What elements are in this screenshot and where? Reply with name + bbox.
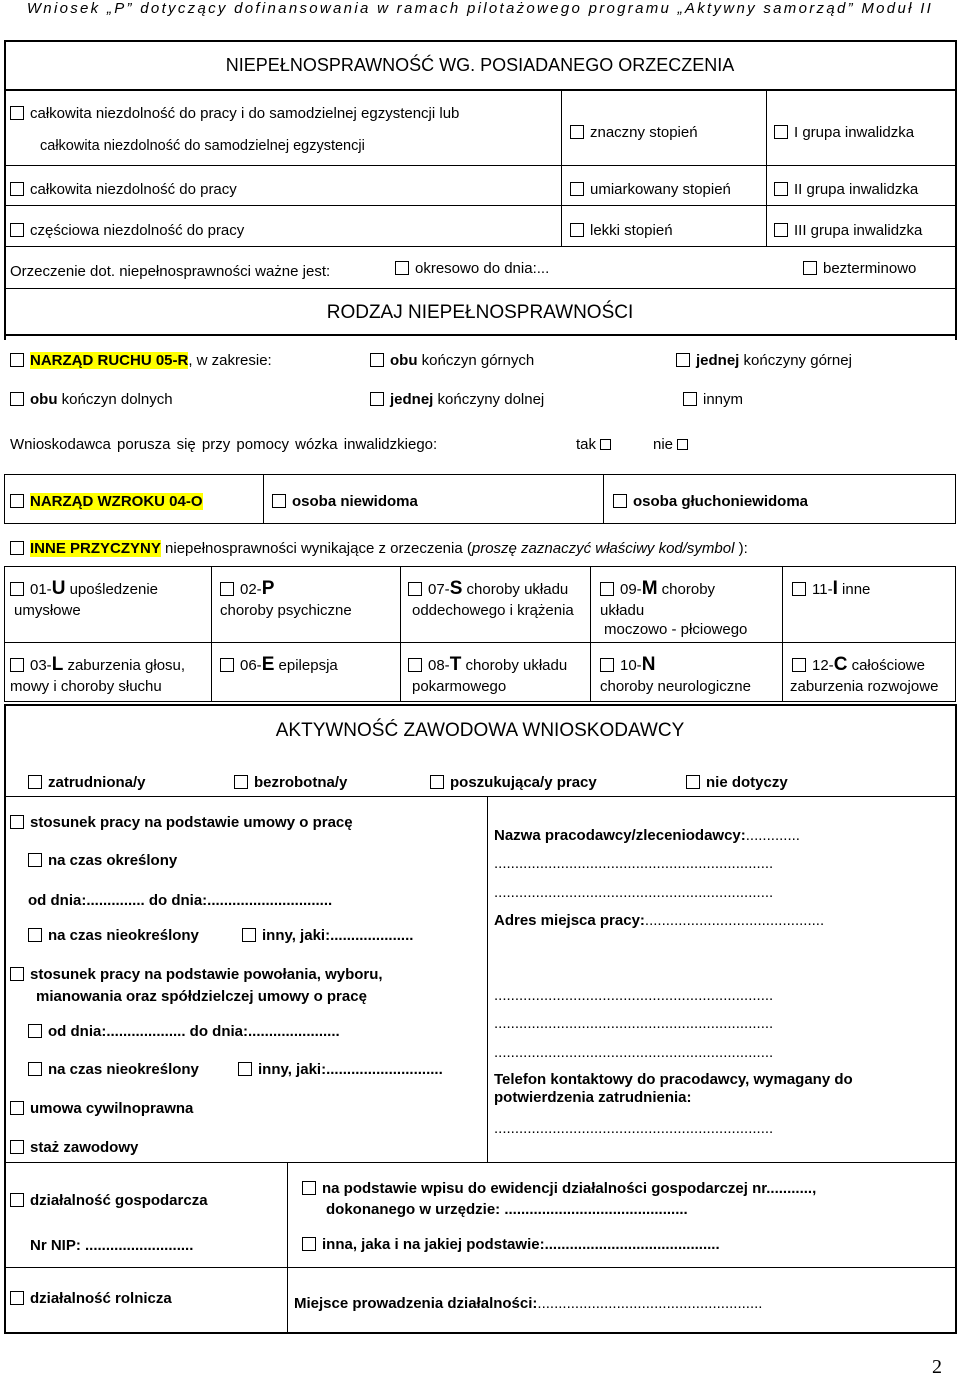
option-light-degree[interactable]: lekki stopień [570, 222, 673, 239]
checkbox-icon[interactable] [600, 582, 614, 596]
business-location-field[interactable]: Miejsce prowadzenia działalności:...................................................... [294, 1295, 763, 1312]
code-12-C[interactable]: 12-C całościowe [792, 654, 925, 676]
code-09-line3: moczowo - płciowego [604, 621, 748, 638]
option-employment-contract[interactable]: stosunek pracy na podstawie umowy o pracę [10, 814, 353, 831]
checkbox-icon[interactable] [220, 658, 234, 672]
option-employed[interactable]: zatrudniona/y [28, 774, 146, 791]
checkbox-icon[interactable] [10, 1291, 24, 1305]
phone-dots[interactable]: ................................................................... [494, 1120, 774, 1137]
checkbox-icon[interactable] [28, 928, 42, 942]
checkbox-icon[interactable] [570, 182, 584, 196]
option-both-upper[interactable]: obu kończyn górnych [370, 352, 534, 369]
code-12-line2: zaburzenia rozwojowe [790, 678, 939, 695]
code-08-T[interactable]: 08-T choroby układu [408, 654, 567, 676]
checkbox-icon[interactable] [600, 439, 611, 450]
option-other-2[interactable]: inny, jaki:............................ [238, 1061, 443, 1078]
page-header: Wniosek „P” dotyczący dofinansowania w ramach pilotażowego programu „Aktywny samorząd” Moduł II [26, 0, 934, 17]
option-moderate-degree[interactable]: umiarkowany stopień [570, 181, 731, 198]
option-indefinite-2[interactable]: na czas nieokreślony [28, 1061, 199, 1078]
option-vision[interactable]: NARZĄD WZROKU 04-O [10, 493, 203, 510]
checkbox-icon[interactable] [10, 815, 24, 829]
code-06-E[interactable]: 06-E epilepsja [220, 654, 338, 676]
option-agricultural[interactable]: działalność rolnicza [10, 1290, 172, 1307]
checkbox-icon[interactable] [28, 775, 42, 789]
checkbox-icon[interactable] [28, 1062, 42, 1076]
employer-dots-b[interactable]: ................................................................... [494, 884, 774, 901]
code-07-S[interactable]: 07-S choroby układu [408, 578, 568, 600]
option-group-3[interactable]: III grupa inwalidzka [774, 222, 922, 239]
code-10-line2: choroby neurologiczne [600, 678, 751, 695]
section-type-title: RODZAJ NIEPEŁNOSPRAWNOŚCI [326, 302, 634, 323]
registry-office[interactable]: dokonanego w urzędzie: ............................................ [326, 1201, 688, 1218]
checkbox-icon[interactable] [10, 106, 24, 120]
option-other-limb[interactable]: innym [683, 391, 743, 408]
section-disability-title: NIEPEŁNOSPRAWNOŚĆ WG. POSIADANEGO ORZECZENIA [225, 55, 735, 75]
code-01-line2: umysłowe [14, 602, 81, 619]
checkbox-icon[interactable] [10, 182, 24, 196]
checkbox-icon[interactable] [220, 582, 234, 596]
work-address-field[interactable]: Adres miejsca pracy:........................................... [494, 912, 825, 929]
employer-phone-label: Telefon kontaktowy do pracodawcy, wymagany do [494, 1071, 853, 1088]
dates-1[interactable]: od dnia:.............. do dnia:.............................. [28, 892, 333, 909]
checkbox-icon[interactable] [10, 967, 24, 981]
checkbox-icon[interactable] [10, 658, 24, 672]
code-09-M[interactable]: 09-M choroby [600, 578, 715, 600]
option-motor[interactable]: NARZĄD RUCHU 05-R, w zakresie: [10, 352, 272, 369]
checkbox-icon[interactable] [686, 775, 700, 789]
code-03-line2: mowy i choroby słuchu [10, 678, 162, 695]
checkbox-icon[interactable] [28, 853, 42, 867]
checkbox-icon[interactable] [28, 1024, 42, 1038]
validity-label: Orzeczenie dot. niepełnosprawności ważne jest: [10, 263, 331, 280]
checkbox-icon[interactable] [370, 353, 384, 367]
code-02-line2: choroby psychiczne [220, 602, 352, 619]
checkbox-icon[interactable] [430, 775, 444, 789]
option-other-1[interactable]: inny, jaki:.................... [242, 927, 413, 944]
code-01-U[interactable]: 01-U upośledzenie [10, 578, 158, 600]
checkbox-icon[interactable] [10, 353, 24, 367]
page-number: 2 [932, 1356, 942, 1378]
option-registry[interactable]: na podstawie wpisu do ewidencji działalności gospodarczej nr..........., [302, 1180, 816, 1197]
checkbox-icon[interactable] [10, 582, 24, 596]
employer-name-field[interactable]: Nazwa pracodawcy/zleceniodawcy:............. [494, 827, 800, 844]
option-one-upper[interactable]: jednej kończyny górnej [676, 352, 852, 369]
option-total-incapacity-line2: całkowita niezdolność do samodzielnej egzystencji [40, 138, 365, 154]
checkbox-icon[interactable] [302, 1181, 316, 1195]
option-other-basis[interactable]: inna, jaka i na jakiej podstawie:.......................................... [302, 1236, 720, 1253]
option-both-lower[interactable]: obu kończyn dolnych [10, 391, 173, 408]
code-07-line2: oddechowego i krążenia [412, 602, 574, 619]
checkbox-icon[interactable] [570, 223, 584, 237]
checkbox-icon[interactable] [570, 125, 584, 139]
address-dots-e[interactable]: ................................................................... [494, 1044, 774, 1061]
option-other-causes[interactable]: INNE PRZYCZYNY niepełnosprawności wynikające z orzeczenia (proszę zaznaczyć właściwy kod/symbol ): [10, 540, 748, 557]
checkbox-icon[interactable] [10, 541, 24, 555]
checkbox-icon[interactable] [408, 658, 422, 672]
employer-dots-a[interactable]: ................................................................... [494, 855, 774, 872]
option-not-applicable[interactable]: nie dotyczy [686, 774, 788, 791]
option-internship[interactable]: staż zawodowy [10, 1139, 138, 1156]
validity-temporary[interactable]: okresowo do dnia:... [395, 260, 549, 277]
checkbox-icon[interactable] [302, 1237, 316, 1251]
checkbox-icon[interactable] [10, 494, 24, 508]
code-02-P[interactable]: 02-P [220, 578, 274, 600]
code-10-N[interactable]: 10-N [600, 654, 655, 676]
checkbox-icon[interactable] [234, 775, 248, 789]
checkbox-icon[interactable] [10, 392, 24, 406]
option-job-seeking[interactable]: poszukująca/y pracy [430, 774, 597, 791]
checkbox-icon[interactable] [774, 125, 788, 139]
checkbox-icon[interactable] [10, 1193, 24, 1207]
checkbox-icon[interactable] [803, 261, 817, 275]
wheelchair-yes[interactable]: tak [576, 436, 611, 453]
option-incapacity-work[interactable]: całkowita niezdolność do pracy [10, 181, 237, 198]
option-total-incapacity[interactable]: całkowita niezdolność do pracy i do samodzielnej egzystencji lub [10, 105, 459, 122]
checkbox-icon[interactable] [370, 392, 384, 406]
address-dots-d[interactable]: ................................................................... [494, 1015, 774, 1032]
wheelchair-no[interactable]: nie [653, 436, 688, 453]
code-11-I[interactable]: 11-I inne [792, 578, 870, 600]
checkbox-icon[interactable] [774, 223, 788, 237]
code-08-line2: pokarmowego [412, 678, 507, 695]
option-group-1[interactable]: I grupa inwalidzka [774, 124, 914, 141]
checkbox-icon[interactable] [272, 494, 286, 508]
option-unemployed[interactable]: bezrobotna/y [234, 774, 347, 791]
option-appointment[interactable]: stosunek pracy na podstawie powołania, wyboru, [10, 966, 383, 983]
checkbox-icon[interactable] [677, 439, 688, 450]
checkbox-icon[interactable] [676, 353, 690, 367]
checkbox-icon[interactable] [683, 392, 697, 406]
option-partial-incapacity[interactable]: częściowa niezdolność do pracy [10, 222, 244, 239]
option-group-2[interactable]: II grupa inwalidzka [774, 181, 918, 198]
option-fixed-term-1[interactable]: na czas określony [28, 852, 177, 869]
option-civil-contract[interactable]: umowa cywilnoprawna [10, 1100, 193, 1117]
checkbox-icon[interactable] [395, 261, 409, 275]
checkbox-icon[interactable] [408, 582, 422, 596]
nip-field[interactable]: Nr NIP: .......................... [30, 1237, 194, 1254]
option-one-lower[interactable]: jednej kończyny dolnej [370, 391, 544, 408]
checkbox-icon[interactable] [774, 182, 788, 196]
option-indefinite-1[interactable]: na czas nieokreślony [28, 927, 199, 944]
option-blind[interactable]: osoba niewidoma [272, 493, 418, 510]
checkbox-icon[interactable] [613, 494, 627, 508]
checkbox-icon[interactable] [792, 658, 806, 672]
checkbox-icon[interactable] [10, 1101, 24, 1115]
checkbox-icon[interactable] [10, 223, 24, 237]
checkbox-icon[interactable] [600, 658, 614, 672]
section-employment-title: AKTYWNOŚĆ ZAWODOWA WNIOSKODAWCY [275, 720, 685, 741]
checkbox-icon[interactable] [10, 1140, 24, 1154]
option-business[interactable]: działalność gospodarcza [10, 1192, 208, 1209]
validity-permanent[interactable]: bezterminowo [803, 260, 916, 277]
dates-2[interactable]: od dnia:................... do dnia:...................... [28, 1023, 340, 1040]
address-dots-c[interactable]: ................................................................... [494, 987, 774, 1004]
option-deafblind[interactable]: osoba głuchoniewidoma [613, 493, 808, 510]
option-significant-degree[interactable]: znaczny stopień [570, 124, 698, 141]
checkbox-icon[interactable] [238, 1062, 252, 1076]
code-03-L[interactable]: 03-L zaburzenia głosu, [10, 654, 185, 676]
code-09-line2: układu [600, 602, 645, 619]
wheelchair-question: Wnioskodawca porusza się przy pomocy wózka inwalidzkiego: [10, 436, 438, 453]
appointment-line2: mianowania oraz spółdzielczej umowy o pracę [36, 988, 367, 1005]
checkbox-icon[interactable] [242, 928, 256, 942]
employer-phone-label2: potwierdzenia zatrudnienia: [494, 1089, 692, 1106]
checkbox-icon[interactable] [792, 582, 806, 596]
